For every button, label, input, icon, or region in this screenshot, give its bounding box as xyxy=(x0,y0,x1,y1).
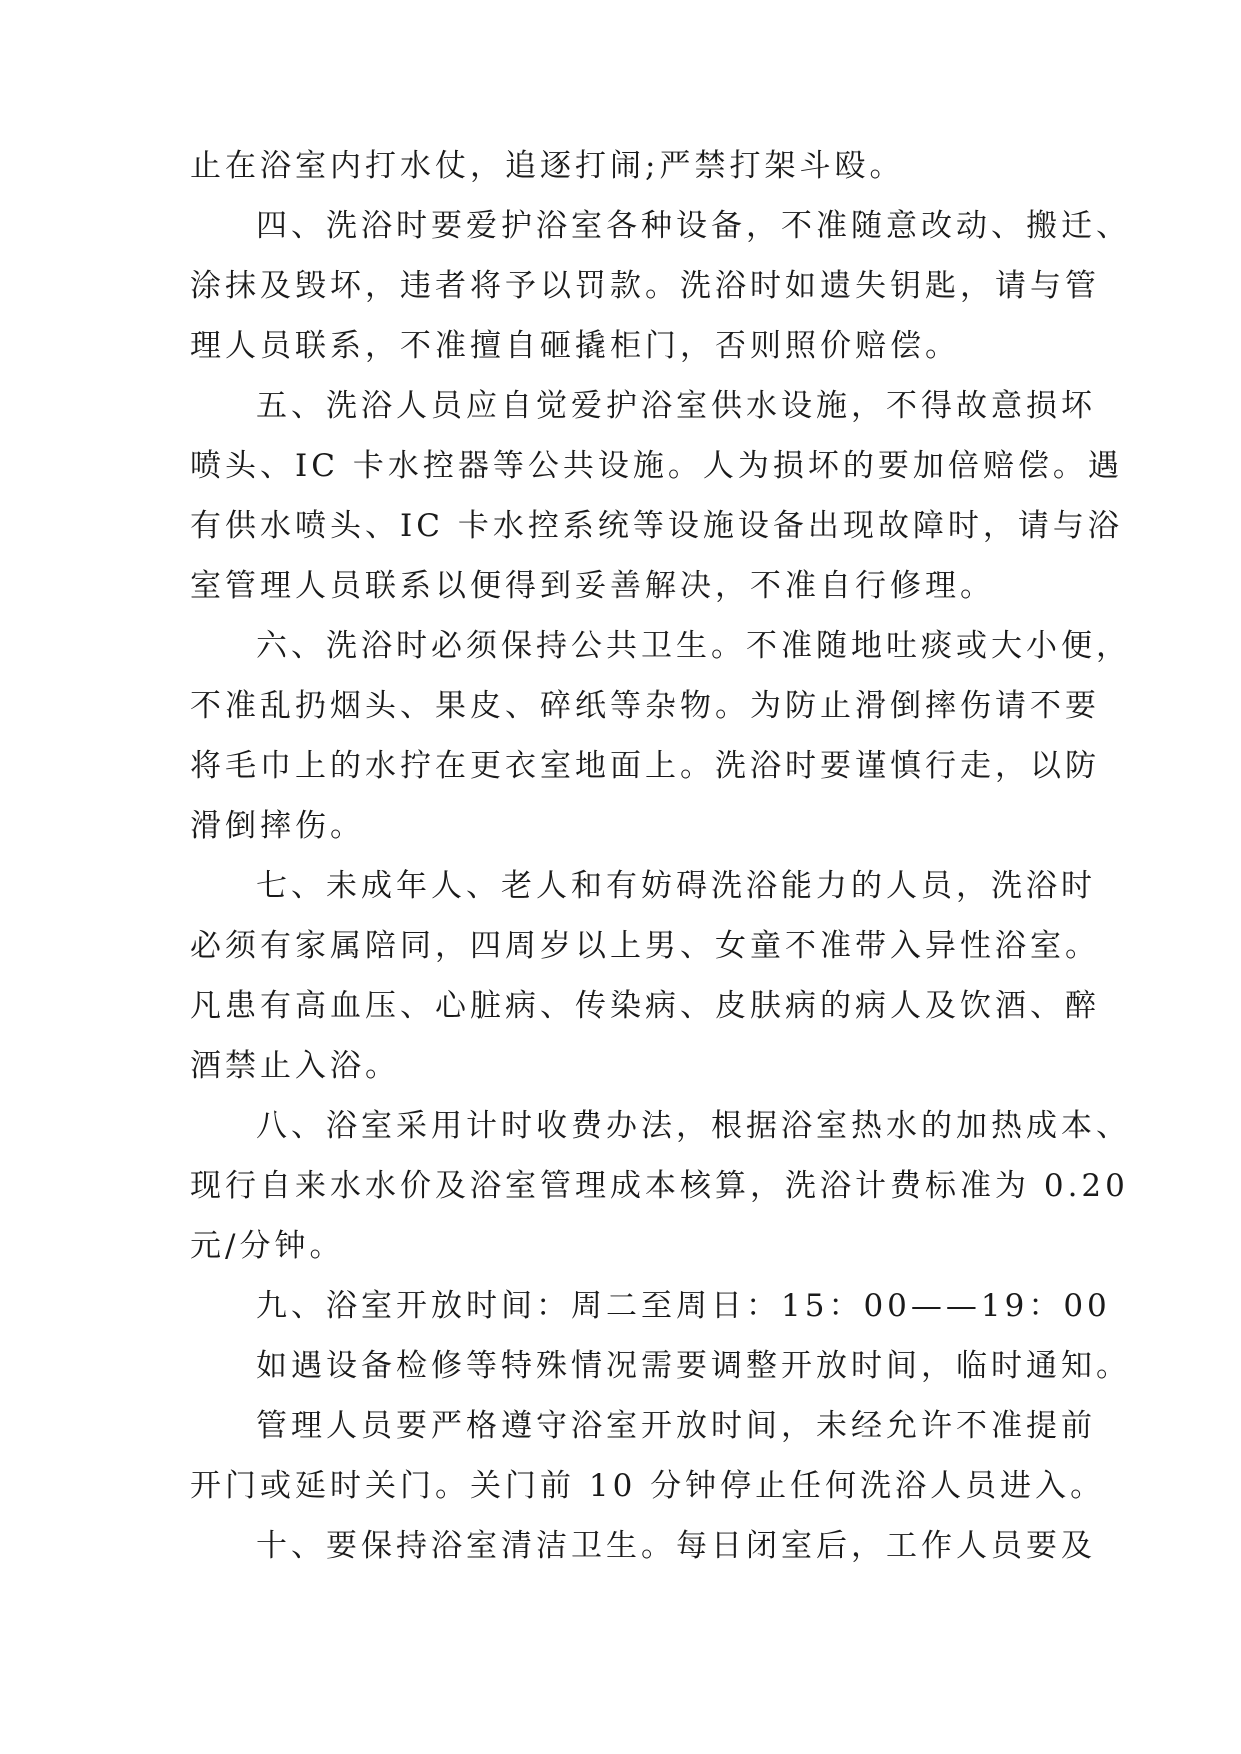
text-line: 理人员联系，不准擅自砸撬柜门，否则照价赔偿。 xyxy=(190,328,960,364)
text-line: 管理人员要严格遵守浴室开放时间，未经允许不准提前 xyxy=(256,1408,1096,1444)
text-line: 五、洗浴人员应自觉爱护浴室供水设施，不得故意损坏 xyxy=(256,388,1096,424)
text-line: 开门或延时关门。关门前 10 分钟停止任何洗浴人员进入。 xyxy=(190,1468,1106,1504)
text-line: 如遇设备检修等特殊情况需要调整开放时间，临时通知。 xyxy=(256,1348,1131,1384)
text-line: 必须有家属陪同，四周岁以上男、女童不准带入异性浴室。 xyxy=(190,928,1100,964)
text-line: 有供水喷头、IC 卡水控系统等设施设备出现故障时，请与浴 xyxy=(190,508,1123,544)
text-line: 十、要保持浴室清洁卫生。每日闭室后，工作人员要及 xyxy=(256,1528,1096,1564)
text-line: 凡患有高血压、心脏病、传染病、皮肤病的病人及饮酒、醉 xyxy=(190,988,1100,1024)
text-line: 九、浴室开放时间：周二至周日：15：00——19：00 xyxy=(256,1288,1111,1324)
document-body xyxy=(190,148,1131,1591)
text-line: 酒禁止入浴。 xyxy=(190,1048,400,1084)
text-line: 涂抹及毁坏，违者将予以罚款。洗浴时如遗失钥匙，请与管 xyxy=(190,268,1100,304)
text-line: 滑倒摔伤。 xyxy=(190,808,365,844)
text-line: 六、洗浴时必须保持公共卫生。不准随地吐痰或大小便， xyxy=(256,628,1131,664)
text-line: 喷头、IC 卡水控器等公共设施。人为损坏的要加倍赔偿。遇 xyxy=(190,448,1123,484)
text-line: 不准乱扔烟头、果皮、碎纸等杂物。为防止滑倒摔伤请不要 xyxy=(190,688,1100,724)
text-line: 元/分钟。 xyxy=(190,1228,345,1264)
text-line: 止在浴室内打水仗，追逐打闹;严禁打架斗殴。 xyxy=(190,148,905,184)
text-line: 八、浴室采用计时收费办法，根据浴室热水的加热成本、 xyxy=(256,1108,1131,1144)
text-line: 四、洗浴时要爱护浴室各种设备，不准随意改动、搬迁、 xyxy=(256,208,1131,244)
text-line: 七、未成年人、老人和有妨碍洗浴能力的人员，洗浴时 xyxy=(256,868,1096,904)
text-line: 将毛巾上的水拧在更衣室地面上。洗浴时要谨慎行走，以防 xyxy=(190,748,1100,784)
text-line: 室管理人员联系以便得到妥善解决，不准自行修理。 xyxy=(190,568,995,604)
text-line: 现行自来水水价及浴室管理成本核算，洗浴计费标准为 0.20 xyxy=(190,1168,1129,1204)
